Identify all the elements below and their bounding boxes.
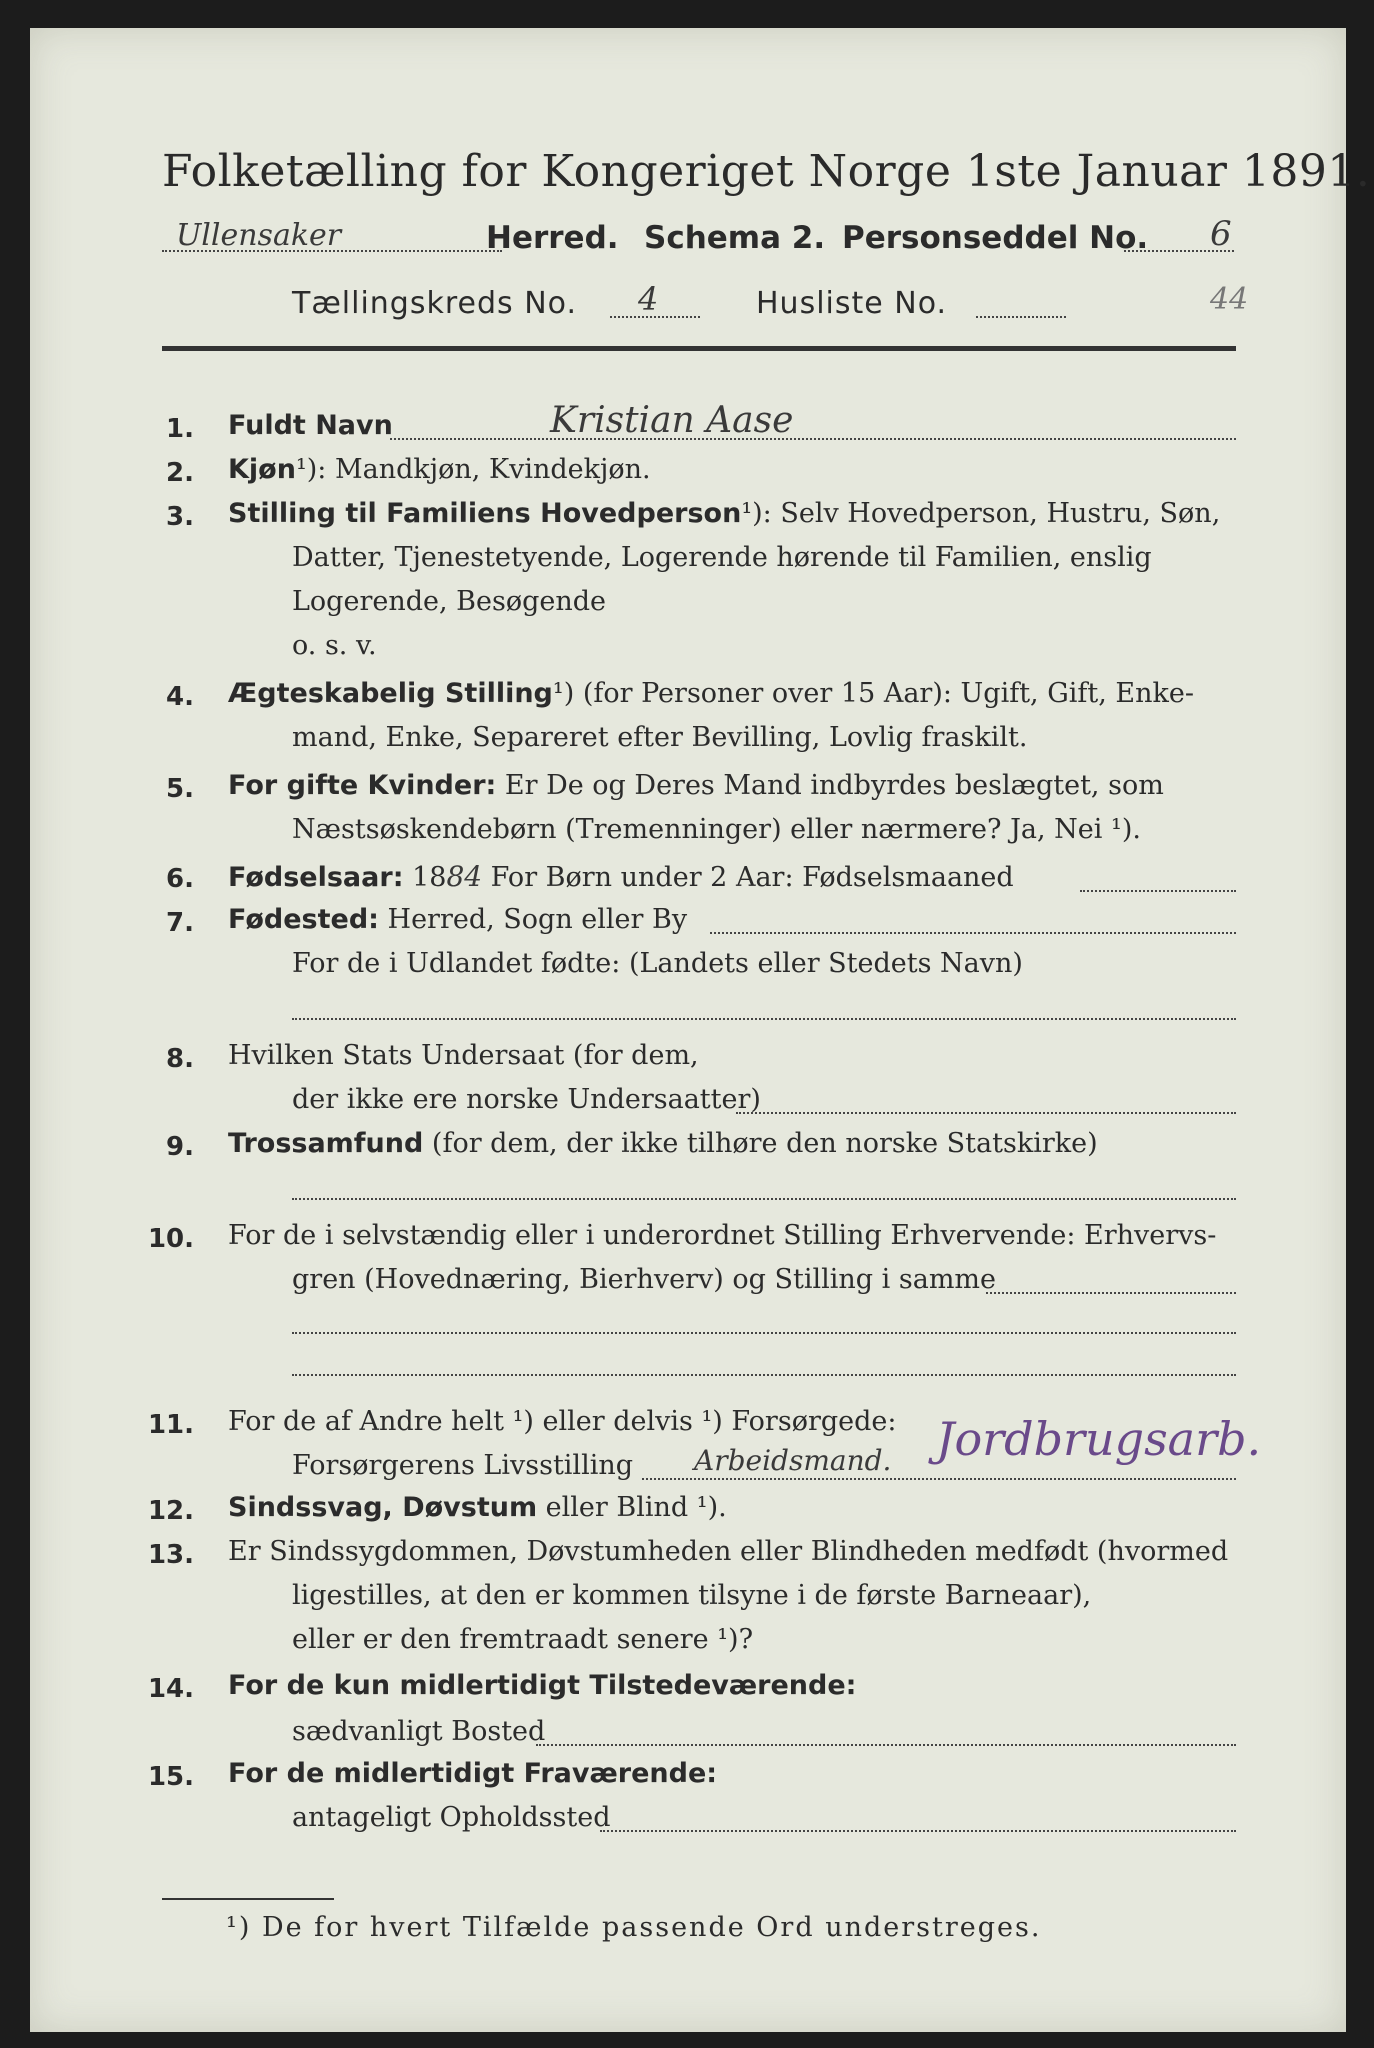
husliste-value: 44	[1210, 282, 1249, 317]
foreign-birth-dotted-line	[292, 1018, 1236, 1020]
form-title: Folketælling for Kongeriget Norge 1ste Januar 1891.	[162, 146, 1371, 197]
item-line: For de kun midlertidigt Tilstedeværende:	[228, 1670, 857, 1701]
item-number: 14.	[147, 1674, 194, 1704]
item-line: Fødselsaar: 1884 For Børn under 2 Aar: Fødselsmaaned	[228, 860, 1014, 893]
item-number: 11.	[147, 1410, 194, 1440]
whereabouts-dotted-line	[600, 1830, 1236, 1832]
item-number: 10.	[147, 1224, 194, 1254]
item-line: antageligt Opholdssted	[292, 1802, 611, 1833]
footnote: ¹) De for hvert Tilfælde passende Ord understreges.	[226, 1912, 1042, 1943]
footnote-rule	[162, 1898, 334, 1900]
item-line: Sindssvag, Døvstum eller Blind ¹).	[228, 1492, 727, 1523]
item-number: 7.	[166, 908, 194, 938]
item-line: Stilling til Familiens Hovedperson¹): Selv Hovedperson, Hustru, Søn,	[228, 498, 1221, 529]
name-dotted-line	[390, 438, 1236, 440]
occupation-dotted-line-3	[292, 1374, 1236, 1376]
birth-month-dotted-line	[1080, 890, 1236, 892]
birthplace-dotted-line	[710, 932, 1236, 934]
provider-answer: Arbeidsmand.	[694, 1444, 892, 1477]
item-line: Hvilken Stats Undersaat (for dem,	[228, 1040, 699, 1071]
kreds-value: 4	[638, 280, 659, 318]
item-number: 8.	[166, 1044, 194, 1074]
item-line: For de i Udlandet fødte: (Landets eller Stedets Navn)	[292, 948, 1023, 979]
item-line: ligestilles, at den er kommen tilsyne i de første Barneaar),	[292, 1580, 1092, 1611]
item-label: Fuldt Navn	[228, 410, 393, 441]
item-line: gren (Hovednæring, Bierhverv) og Stilling i samme	[292, 1264, 997, 1295]
item-line: For de af Andre helt ¹) eller delvis ¹) Forsørgede:	[228, 1406, 897, 1437]
personseddel-label: Personseddel No.	[842, 220, 1149, 256]
item-line: Datter, Tjenestetyende, Logerende hørende til Familien, enslig	[292, 542, 1152, 573]
religion-dotted-line	[292, 1198, 1236, 1200]
item-number: 13.	[147, 1540, 194, 1570]
item-line: For de midlertidigt Fraværende:	[228, 1758, 718, 1789]
item-number: 5.	[166, 774, 194, 804]
item-line: Ægteskabelig Stilling¹) (for Personer over 15 Aar): Ugift, Gift, Enke-	[228, 678, 1194, 709]
item-number: 3.	[166, 502, 194, 532]
occupation-dotted-line-1	[986, 1292, 1236, 1294]
provider-dotted-line	[642, 1478, 1236, 1480]
item-number: 9.	[166, 1132, 194, 1162]
item-number: 12.	[147, 1496, 194, 1526]
birth-year-answer: 84	[446, 860, 483, 893]
item-line: eller er den fremtraadt senere ¹)?	[292, 1624, 754, 1655]
herred-handwritten: Ullensaker	[176, 218, 342, 253]
herred-label: Herred.	[486, 220, 619, 256]
schema-label: Schema 2.	[644, 220, 826, 256]
item-line: Kjøn¹): Mandkjøn, Kvindekjøn.	[228, 454, 651, 485]
item-line: der ikke ere norske Undersaatter)	[292, 1084, 761, 1115]
item-number: 4.	[166, 682, 194, 712]
kreds-label: Tællingskreds No.	[292, 286, 577, 321]
personseddel-value: 6	[1210, 214, 1232, 254]
item-line: Forsørgerens Livsstilling	[292, 1450, 634, 1481]
citizenship-dotted-line	[736, 1112, 1236, 1114]
census-form-page	[30, 28, 1371, 2032]
item-line: Næstsøskendebørn (Tremenninger) eller nærmere? Ja, Nei ¹).	[292, 814, 1141, 845]
item-line: Logerende, Besøgende	[292, 586, 606, 617]
occupation-dotted-line-2	[292, 1332, 1236, 1334]
item-line: sædvanligt Bosted	[292, 1716, 546, 1747]
item-number: 1.	[166, 414, 194, 444]
item-line: mand, Enke, Separeret efter Bevilling, Lovlig fraskilt.	[292, 722, 1028, 753]
header-rule	[162, 346, 1236, 351]
item-number: 6.	[166, 864, 194, 894]
husliste-label: Husliste No.	[756, 286, 948, 321]
residence-dotted-line	[536, 1744, 1236, 1746]
provider-answer-purple: Jordbrugsarb.	[936, 1412, 1262, 1466]
item-line: Er Sindssygdommen, Døvstumheden eller Blindheden medfødt (hvormed	[228, 1536, 1229, 1567]
item-line: Fødested: Herred, Sogn eller By	[228, 904, 688, 935]
item-line: For gifte Kvinder: Er De og Deres Mand indbyrdes beslægtet, som	[228, 770, 1164, 801]
item-line: Trossamfund (for dem, der ikke tilhøre den norske Statskirke)	[228, 1128, 1098, 1159]
item-line: o. s. v.	[292, 630, 377, 661]
name-answer: Kristian Aase	[550, 400, 794, 441]
item-number: 15.	[147, 1762, 194, 1792]
item-number: 2.	[166, 458, 194, 488]
item-line: For de i selvstændig eller i underordnet Stilling Erhvervende: Erhvervs-	[228, 1220, 1217, 1251]
husliste-dotted-line	[976, 316, 1066, 318]
